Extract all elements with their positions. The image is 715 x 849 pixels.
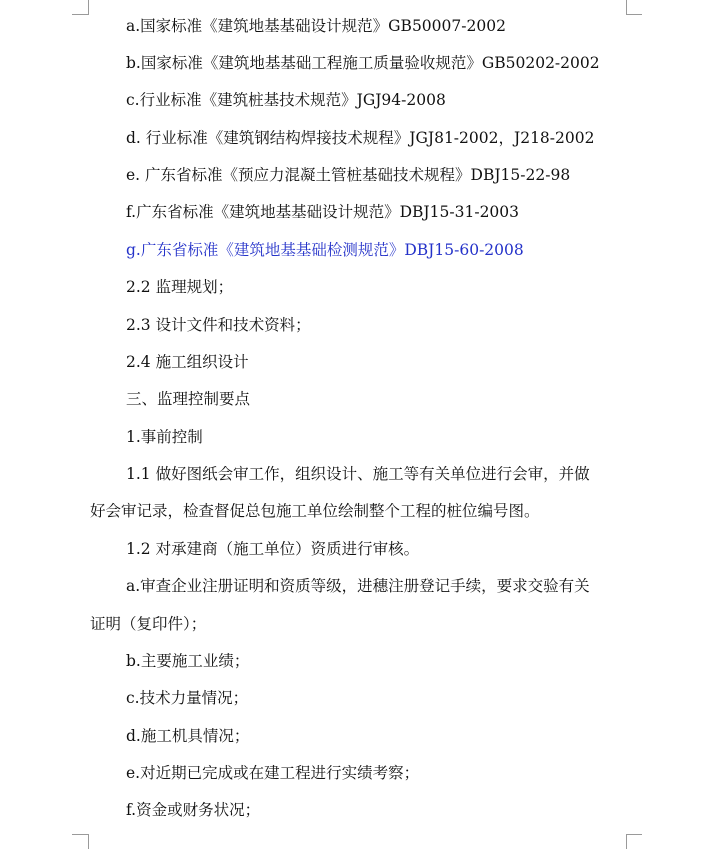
item-1-1-line-2: 好会审记录，检查督促总包施工单位绘制整个工程的桩位编号图。 [90, 502, 540, 520]
review-item-d: d.施工机具情况； [126, 727, 250, 745]
review-item-a-line-1: a.审查企业注册证明和资质等级，进穗注册登记手续，要求交验有关 [126, 577, 590, 595]
review-item-a-line-2: 证明（复印件）； [90, 615, 207, 633]
corner-mark-bottom-left-h [72, 834, 88, 835]
reference-item-d: d. 行业标准《建筑钢结构焊接技术规程》JGJ81-2002，J218-2002 [126, 129, 595, 147]
section-2-4: 2.4 施工组织设计 [126, 353, 249, 371]
reference-item-e: e. 广东省标准《预应力混凝土管桩基础技术规程》DBJ15-22-98 [126, 166, 571, 184]
corner-mark-top-right-h [626, 14, 642, 15]
reference-item-b: b.国家标准《建筑地基基础工程施工质量验收规范》GB50202-2002 [126, 54, 600, 72]
section-2-2: 2.2 监理规划； [126, 278, 234, 296]
heading-section-3: 三、监理控制要点 [126, 390, 251, 408]
corner-mark-bottom-left-v [88, 834, 89, 849]
item-1-2: 1.2 对承建商（施工单位）资质进行审核。 [126, 540, 420, 558]
corner-mark-top-left-h [72, 14, 88, 15]
corner-mark-bottom-right-h [626, 834, 642, 835]
review-item-f: f.资金或财务状况； [126, 801, 261, 819]
reference-item-g: g.广东省标准《建筑地基基础检测规范》DBJ15-60-2008 [126, 241, 524, 259]
corner-mark-top-left-v [88, 0, 89, 15]
heading-pre-control: 1.事前控制 [126, 428, 203, 446]
item-1-1-line-1: 1.1 做好图纸会审工作，组织设计、施工等有关单位进行会审，并做 [126, 465, 590, 483]
reference-item-c: c.行业标准《建筑桩基技术规范》JGJ94-2008 [126, 91, 446, 109]
section-2-3: 2.3 设计文件和技术资料； [126, 316, 311, 334]
corner-mark-bottom-right-v [626, 834, 627, 849]
review-item-c: c.技术力量情况； [126, 689, 249, 707]
review-item-e: e.对近期已完成或在建工程进行实绩考察； [126, 764, 420, 782]
review-item-b: b.主要施工业绩； [126, 652, 250, 670]
corner-mark-top-right-v [626, 0, 627, 15]
reference-item-a: a.国家标准《建筑地基基础设计规范》GB50007-2002 [126, 17, 506, 35]
reference-item-f: f.广东省标准《建筑地基基础设计规范》DBJ15-31-2003 [126, 203, 520, 221]
